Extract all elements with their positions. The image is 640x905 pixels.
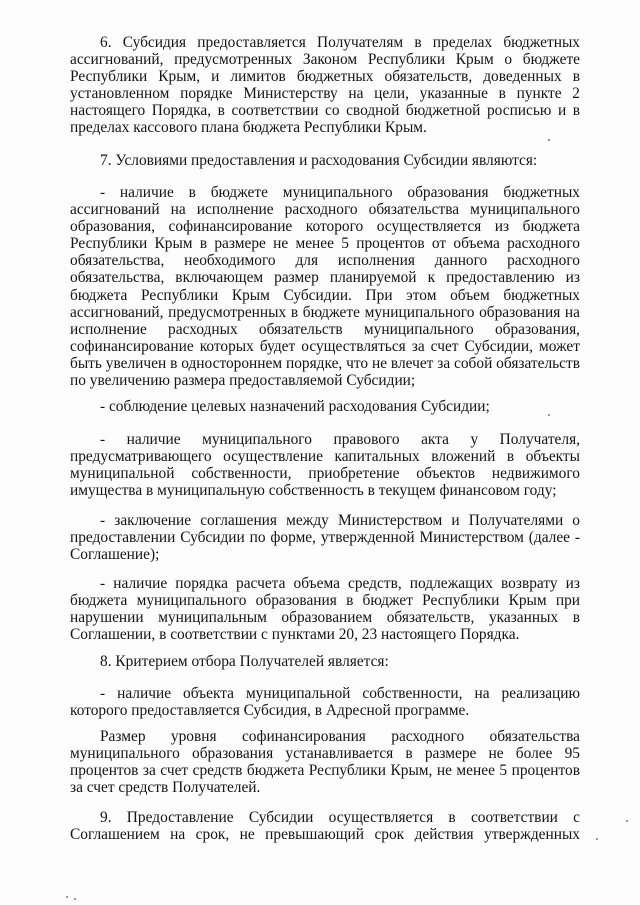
paragraph-8-cofinancing: Размер уровня софинансирования расходного обязательства муниципального образования устанавливается в размере не более 95 процентов за счет средств бюджета Республики Крым, не менее 5 процентов за счет средств Получателей. bbox=[70, 728, 580, 797]
scan-speck bbox=[548, 139, 550, 141]
paragraph-7-item-4: - заключение соглашения между Министерством и Получателями о предоставлении Субсидии по форме, утвержденной Министерством (далее - Соглашение); bbox=[70, 512, 580, 564]
scan-speck bbox=[74, 898, 76, 900]
paragraph-8: 8. Критерием отбора Получателей является: bbox=[100, 653, 389, 670]
paragraph-8-item-1: - наличие объекта муниципальной собственности, на реализацию которого предоставляется Субсидия, в Адресной программе. bbox=[70, 685, 580, 720]
scan-speck bbox=[596, 838, 598, 840]
paragraph-9: 9. Предоставление Субсидии осуществляется в соответствии с Соглашением на срок, не превышающий срок действия утвержденных bbox=[70, 809, 580, 844]
paragraph-7-item-5: - наличие порядка расчета объема средств, подлежащих возврату из бюджета муниципального образования в бюджет Республики Крым при нарушении муниципальным образованием обязательств, указанных в Соглашении, в соответствии с пунктами 20, 23 настоящего Порядка. bbox=[70, 575, 580, 644]
paragraph-6: 6. Субсидия предоставляется Получателям в пределах бюджетных ассигнований, предусмотренных Законом Республики Крым о бюджете Республики Крым, и лимитов бюджетных обязательств, доведенных в установленном порядке Министерству на цели, указанные в пункте 2 настоящего Порядка, в соответствии со сводной бюджетной росписью и в пределах кассового плана бюджета Республики Крым. bbox=[70, 34, 580, 137]
paragraph-7-item-2: - соблюдение целевых назначений расходования Субсидии; bbox=[100, 398, 490, 415]
scan-speck bbox=[626, 820, 628, 822]
scan-speck bbox=[548, 414, 550, 416]
paragraph-7-item-1: - наличие в бюджете муниципального образования бюджетных ассигнований на исполнение расходного обязательства муниципального образования, софинансирование которого осуществляется из бюджета Республики Крым в размере не менее 5 процентов от объема расходного обязательства, необходимого для исполнения данного расходного обязательства, включающем размер планируемой к предоставлению из бюджета Республики Крым Субсидии. При этом объем бюджетных ассигнований, предусмотренных в бюджете муниципального образования на исполнение расходных обязательств муниципального образования, софинансирование которых будет осуществляться за счет Субсидии, может быть увеличен в одностороннем порядке, что не влечет за собой обязательств по увеличению размера предоставляемой Субсидии; bbox=[70, 184, 580, 390]
paragraph-7: 7. Условиями предоставления и расходования Субсидии являются: bbox=[100, 152, 538, 169]
scan-speck bbox=[66, 896, 68, 898]
paragraph-7-item-3: - наличие муниципального правового акта у Получателя, предусматривающего осуществление капитальных вложений в объекты муниципальной собственности, приобретение объектов недвижимого имущества в муниципальную собственность в текущем финансовом году; bbox=[70, 431, 580, 500]
